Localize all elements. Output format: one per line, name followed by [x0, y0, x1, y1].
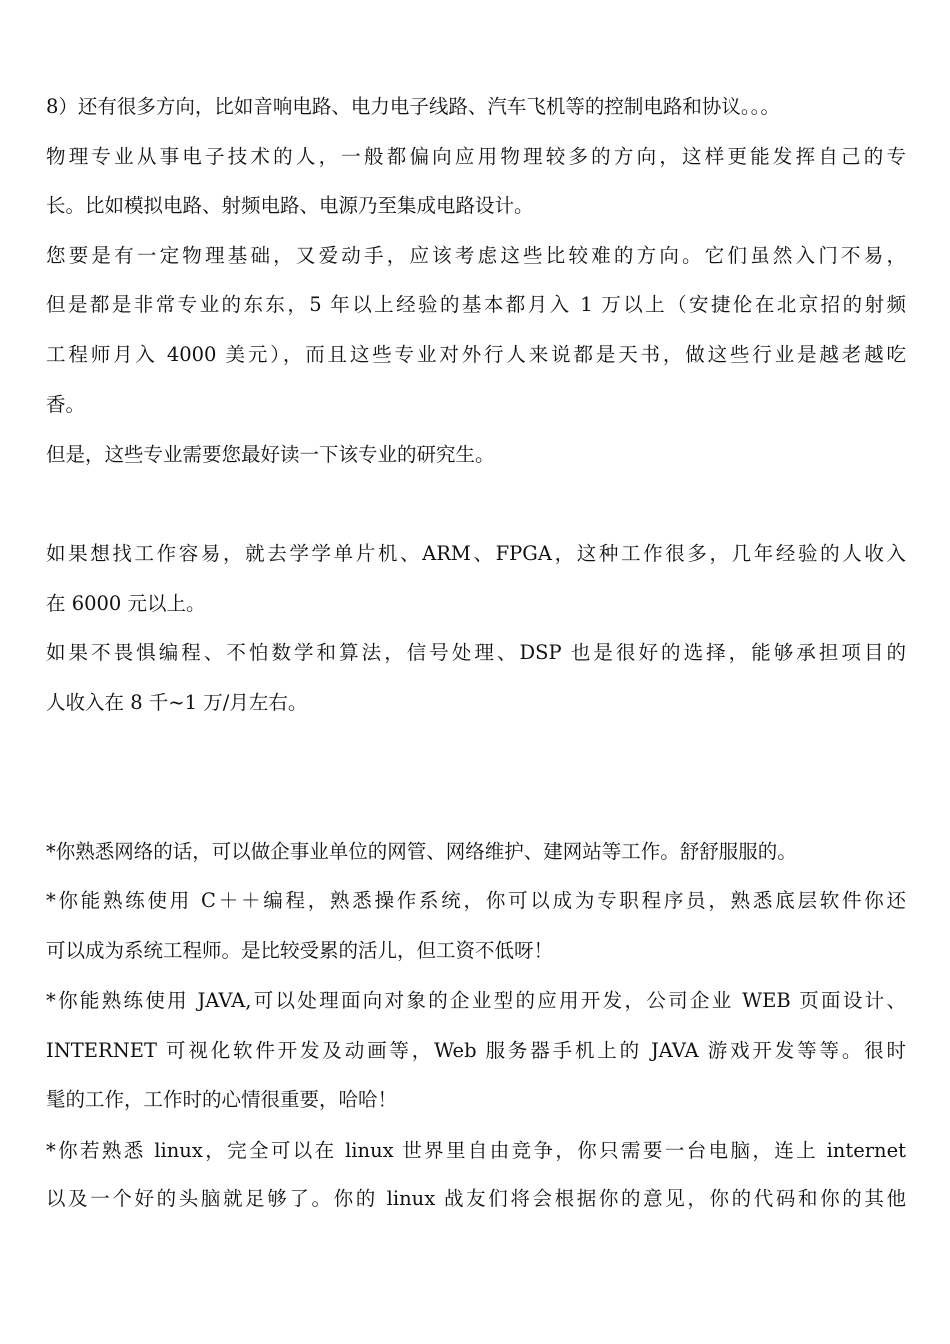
paragraph-line: 但是，这些专业需要您最好读一下该专业的研究生。 [46, 443, 495, 466]
paragraph-line: 如果想找工作容易，就去学学单片机、ARM、FPGA，这种工作很多，几年经验的人收入 [46, 542, 906, 565]
paragraph-line: 如果不畏惧编程、不怕数学和算法，信号处理、DSP 也是很好的选择，能够承担项目的 [46, 641, 906, 664]
paragraph-line: 可以成为系统工程师。是比较受累的活儿，但工资不低呀！ [46, 939, 554, 962]
paragraph-line: *你能熟练使用 C＋＋编程，熟悉操作系统，你可以成为专职程序员，熟悉底层软件你还 [46, 889, 906, 912]
paragraph-line: INTERNET 可视化软件开发及动画等，Web 服务器手机上的 JAVA 游戏开发等等。很时 [46, 1039, 906, 1062]
paragraph-line: 以及一个好的头脑就足够了。你的 linux 战友们将会根据你的意见，你的代码和你的其他 [46, 1187, 906, 1210]
paragraph-line: *你能熟练使用 JAVA,可以处理面向对象的企业型的应用开发，公司企业 WEB 页面设计、 [46, 989, 906, 1012]
paragraph-line: *你熟悉网络的话，可以做企事业单位的网管、网络维护、建网站等工作。舒舒服服的。 [46, 840, 797, 863]
paragraph-line: 但是都是非常专业的东东，5 年以上经验的基本都月入 1 万以上（安捷伦在北京招的射频 [46, 293, 906, 316]
paragraph-line: 您要是有一定物理基础，又爱动手，应该考虑这些比较难的方向。它们虽然入门不易， [46, 244, 906, 267]
paragraph-line: 物理专业从事电子技术的人，一般都偏向应用物理较多的方向，这样更能发挥自己的专 [46, 145, 906, 168]
paragraph-line: 髦的工作，工作时的心情很重要，哈哈！ [46, 1088, 398, 1111]
paragraph-line: 香。 [46, 393, 86, 416]
paragraph-line: 长。比如模拟电路、射频电路、电源乃至集成电路设计。 [46, 194, 534, 217]
paragraph-line: *你若熟悉 linux，完全可以在 linux 世界里自由竞争，你只需要一台电脑，连上 internet [46, 1139, 906, 1162]
paragraph-line: 人收入在 8 千~1 万/月左右。 [46, 691, 308, 714]
paragraph-line: 在 6000 元以上。 [46, 592, 206, 615]
paragraph-line: 8）还有很多方向，比如音响电路、电力电子线路、汽车飞机等的控制电路和协议。。。 [46, 95, 780, 118]
paragraph-line: 工程师月入 4000 美元），而且这些专业对外行人来说都是天书，做这些行业是越老越吃 [46, 343, 906, 366]
